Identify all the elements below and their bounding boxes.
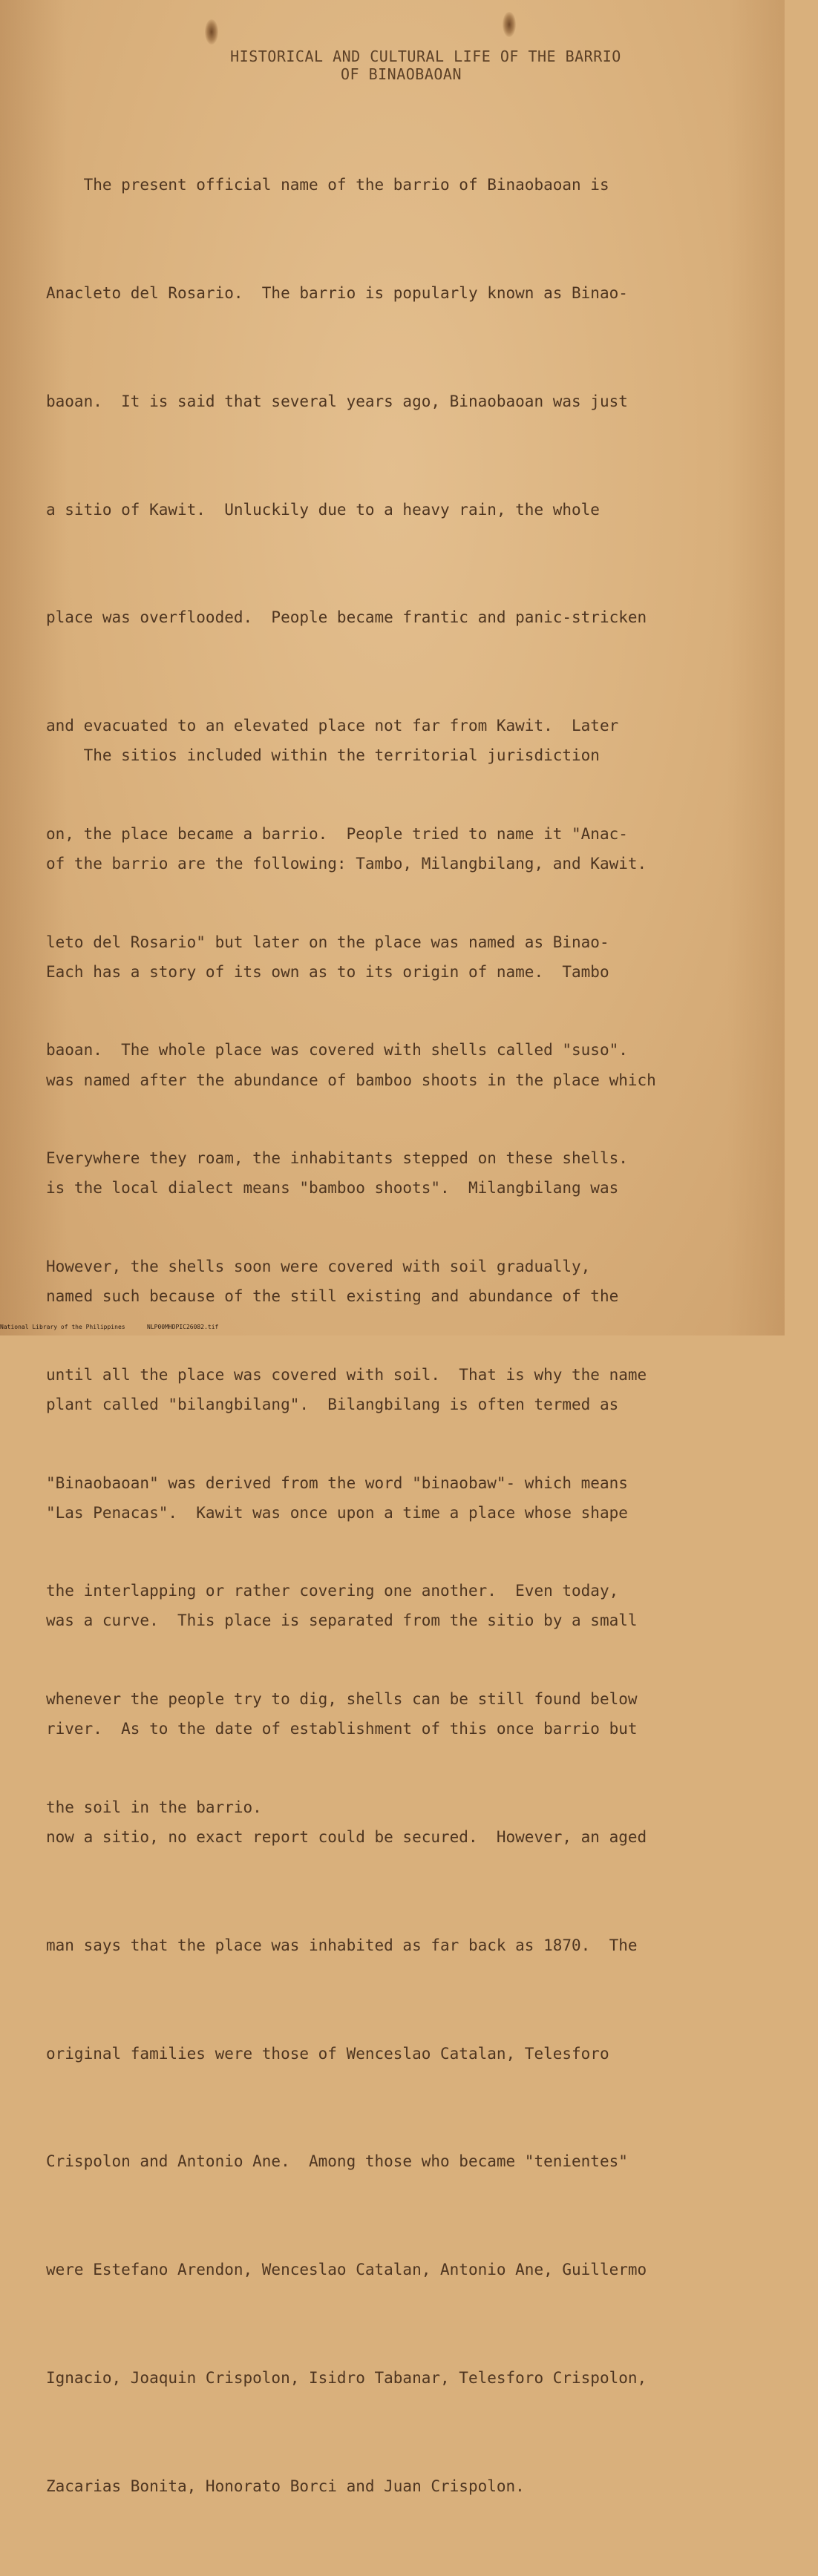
text-line: "Binaobaoan" was derived from the word "binaobaw"- which means [46, 1473, 628, 1492]
text-line: Ignacio, Joaquin Crispolon, Isidro Tabanar, Telesforo Crispolon, [46, 2368, 647, 2387]
text-line: the soil in the barrio. [46, 1798, 262, 1816]
text-line: until all the place was covered with soil. That is why the name [46, 1365, 647, 1384]
text-line: However, the shells soon were covered with soil gradually, [46, 1258, 591, 1275]
text-line: is the local dialect means "bamboo shoots". Milangbilang was [46, 1179, 619, 1197]
text-line: the interlapping or rather covering one another. Even today, [46, 1582, 619, 1600]
text-line: and evacuated to an elevated place not far from Kawit. Later [46, 717, 619, 735]
text-line: The sitios included within the territorial jurisdiction [46, 746, 600, 765]
footer-filename: NLP00MHDPIC26082.tif [147, 1324, 219, 1330]
text-line: original families were those of Wenceslao Catalan, Telesforo [46, 2044, 609, 2063]
footer-library: National Library of the Philippines [0, 1324, 125, 1330]
scan-footer [0, 1324, 785, 1350]
text-line: a sitio of Kawit. Unluckily due to a heavy rain, the whole [46, 500, 600, 519]
text-line: was a curve. This place is separated from the sitio by a small [46, 1611, 638, 1630]
text-line: plant called "bilangbilang". Bilangbilang is often termed as [46, 1395, 619, 1413]
text-line: river. As to the date of establishment of this once barrio but [46, 1720, 638, 1738]
document-title-line-2: OF BINAOBAOAN [340, 65, 462, 83]
pinhole-mark-right [503, 12, 516, 37]
text-line: leto del Rosario" but later on the place was named as Binao- [46, 933, 609, 951]
text-line: "Las Penacas". Kawit was once upon a time a place whose shape [46, 1503, 628, 1522]
text-line: Zacarias Bonita, Honorato Borci and Juan Crispolon. [46, 2477, 525, 2495]
text-line: The present official name of the barrio of Binaobaoan is [46, 176, 609, 194]
text-line: Everywhere they roam, the inhabitants stepped on these shells. [46, 1149, 628, 1168]
text-line: on, the place became a barrio. People tried to name it "Anac- [46, 824, 628, 843]
text-line: baoan. The whole place was covered with shells called "suso". [46, 1041, 628, 1059]
document-title-line-1: HISTORICAL AND CULTURAL LIFE OF THE BARRIO [230, 47, 621, 65]
text-line: baoan. It is said that several years ago, Binaobaoan was just [46, 392, 628, 410]
text-line: Crispolon and Antonio Ane. Among those who became "tenientes" [46, 2152, 628, 2171]
text-line: Anacleto del Rosario. The barrio is popularly known as Binao- [46, 283, 628, 302]
text-line: were Estefano Arendon, Wenceslao Catalan, Antonio Ane, Guillermo [46, 2261, 647, 2279]
text-line: Each has a story of its own as to its origin of name. Tambo [46, 962, 609, 981]
text-line: was named after the abundance of bamboo shoots in the place which [46, 1071, 656, 1089]
paragraph-sitios [46, 666, 759, 2576]
text-line: whenever the people try to dig, shells can be still found below [46, 1690, 638, 1709]
text-line: of the barrio are the following: Tambo, Milangbilang, and Kawit. [46, 854, 647, 873]
text-line: place was overflooded. People became frantic and panic-stricken [46, 608, 647, 627]
text-line: named such because of the still existing and abundance of the [46, 1287, 619, 1306]
pinhole-mark-left [205, 19, 218, 45]
text-line: now a sitio, no exact report could be secured. However, an aged [46, 1828, 647, 1846]
text-line: man says that the place was inhabited as far back as 1870. The [46, 1936, 638, 1954]
